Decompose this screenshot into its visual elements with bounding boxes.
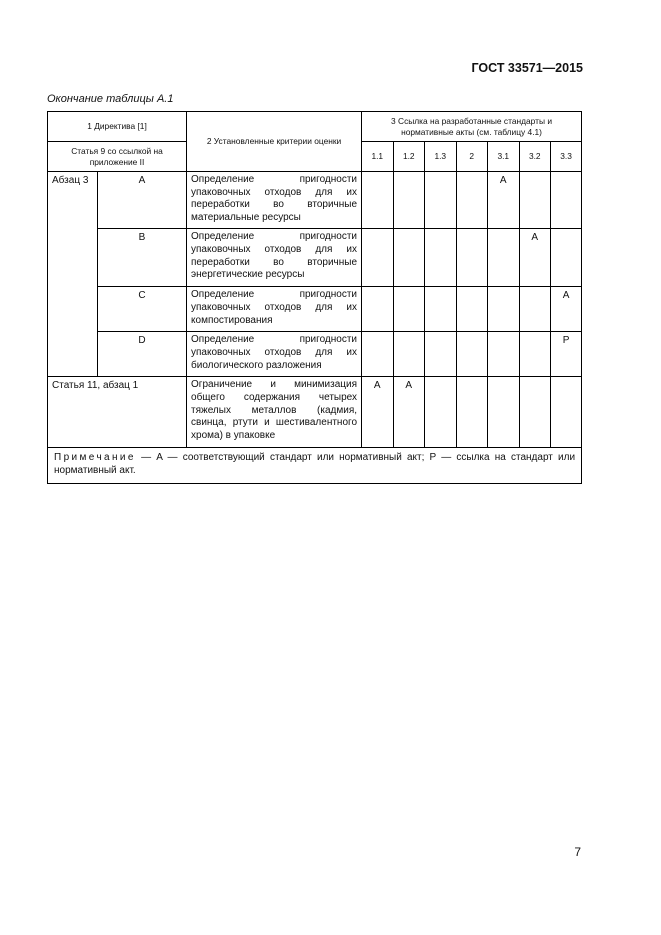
column-header: 1.1 <box>362 142 394 172</box>
reference-mark <box>488 287 520 332</box>
criterion-text: Ограничение и минимизация общего содержания четырех тяжелых металлов (кадмия, свинца, ртути и шестивалентного хрома) в упаковке <box>187 377 362 448</box>
reference-mark: A <box>393 377 425 448</box>
reference-mark <box>519 287 551 332</box>
criterion-text: Определение пригодности упаковочных отходов для их переработки во вторичные энергетические ресурсы <box>187 229 362 287</box>
table-row <box>48 377 582 448</box>
header-criteria: 2 Установленные критерии оценки <box>187 112 362 172</box>
table-row <box>48 172 582 229</box>
reference-mark <box>393 229 425 287</box>
reference-mark <box>425 377 457 448</box>
reference-mark <box>551 229 582 287</box>
header-references: 3 Ссылка на разработанные стандарты и нормативные акты (см. таблицу 4.1) <box>362 112 582 142</box>
reference-mark <box>362 287 394 332</box>
column-header: 1.3 <box>425 142 457 172</box>
column-header: 2 <box>456 142 488 172</box>
column-header: 3.1 <box>488 142 520 172</box>
criterion-text: Определение пригодности упаковочных отходов для их компостирования <box>187 287 362 332</box>
note-text: — A — соответствующий стандарт или нормативный акт; P — ссылка на стандарт или нормативный акт. <box>54 452 576 476</box>
row-letter: C <box>98 287 187 332</box>
reference-mark: A <box>519 229 551 287</box>
reference-mark <box>425 172 457 229</box>
table-row <box>48 229 582 287</box>
criterion-text: Определение пригодности упаковочных отходов для их переработки во вторичные материальные ресурсы <box>187 172 362 229</box>
document-code: ГОСТ 33571—2015 <box>471 61 583 75</box>
page-number: 7 <box>574 845 581 859</box>
reference-mark <box>519 172 551 229</box>
criterion-text: Определение пригодности упаковочных отходов для их биологического разложения <box>187 332 362 377</box>
note-row <box>48 448 582 483</box>
reference-mark <box>519 377 551 448</box>
row-group-label: Статья 11, абзац 1 <box>48 377 187 448</box>
table-row <box>48 287 582 332</box>
row-letter: A <box>98 172 187 229</box>
requirements-table <box>47 111 582 484</box>
reference-mark <box>362 229 394 287</box>
reference-mark <box>456 229 488 287</box>
reference-mark <box>488 332 520 377</box>
column-header: 1.2 <box>393 142 425 172</box>
reference-mark <box>456 332 488 377</box>
column-header: 3.3 <box>551 142 582 172</box>
row-letter: B <box>98 229 187 287</box>
header-article-reference: Статья 9 со ссылкой на приложение II <box>48 142 187 172</box>
column-header: 3.2 <box>519 142 551 172</box>
reference-mark: P <box>551 332 582 377</box>
reference-mark <box>362 172 394 229</box>
reference-mark <box>425 287 457 332</box>
header-directive: 1 Директива [1] <box>48 112 187 142</box>
reference-mark <box>425 229 457 287</box>
reference-mark <box>519 332 551 377</box>
reference-mark <box>551 172 582 229</box>
reference-mark <box>425 332 457 377</box>
reference-mark <box>488 377 520 448</box>
note-label: Примечание <box>54 452 136 464</box>
reference-mark <box>393 172 425 229</box>
reference-mark <box>456 377 488 448</box>
reference-mark <box>456 172 488 229</box>
reference-mark <box>362 332 394 377</box>
table-caption: Окончание таблицы А.1 <box>47 93 174 105</box>
reference-mark <box>551 377 582 448</box>
row-group-label: Абзац 3 <box>48 172 98 377</box>
reference-mark: A <box>362 377 394 448</box>
table-row <box>48 332 582 377</box>
reference-mark: A <box>551 287 582 332</box>
table-note <box>48 448 582 483</box>
reference-mark <box>488 229 520 287</box>
row-letter: D <box>98 332 187 377</box>
reference-mark: A <box>488 172 520 229</box>
reference-mark <box>393 332 425 377</box>
reference-mark <box>393 287 425 332</box>
reference-mark <box>456 287 488 332</box>
